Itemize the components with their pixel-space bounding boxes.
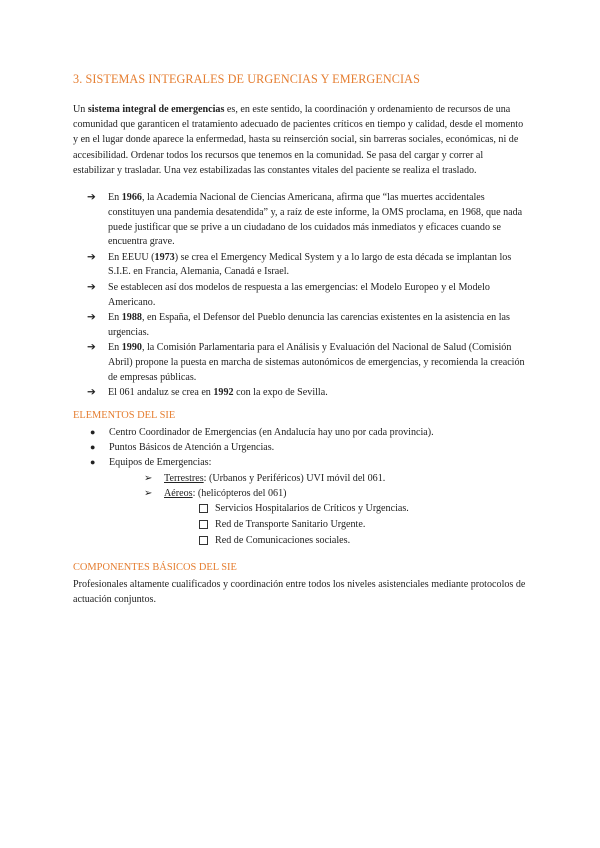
arrow-icon: ➔: [87, 281, 96, 293]
componentes-paragraph: Profesionales altamente cualificados y coordinación entre todos los niveles asistenciales mediante protocolos de actuación conjuntos.: [73, 579, 526, 606]
equipos-item: ➢ Aéreos: (helicópteros del 061) Servicios Hospitalarios de Críticos y Urgencias. Red de Transporte Sanitario Urgente. Red de Comunicaciones sociales.: [144, 486, 528, 549]
list-item: ● Centro Coordinador de Emergencias (en Andalucía hay uno por cada provincia).: [73, 425, 528, 440]
bullet-icon: ●: [90, 442, 96, 453]
arrow-icon: ➔: [87, 311, 96, 323]
checklist-item: Red de Transporte Sanitario Urgente.: [199, 517, 528, 533]
checkbox-list: [164, 501, 528, 549]
bullet-icon: ●: [90, 427, 96, 437]
timeline-item: ➔ En 1990, la Comisión Parlamentaria para el Análisis y Evaluación del Nacional de Salud (Comisión Abril) propone la puesta en marcha de sistemas autonómicos de emergencias, y recomienda la creación de empresas públicas.: [87, 341, 525, 383]
list-item: ● Equipos de Emergencias: ➢ Terrestres: (Urbanos y Periféricos) UVI móvil del 061. ➢ Aéreos: (helicópteros del 061) Servicios Hospitalarios de Críticos y Urgencias. Red de Transporte Sanitario Urgente. Red de Comunicaciones sociales.: [73, 455, 528, 549]
checklist-item: Red de Comunicaciones sociales.: [199, 533, 528, 549]
intro-term: sistema integral de emergencias: [87, 104, 225, 115]
bullet-icon: ●: [90, 457, 96, 468]
intro-body: es, en este sentido, la coordinación y ordenamiento de recursos de una comunidad que garanticen el tratamiento adecuado de pacientes críticos en tiempo y calidad, desde el momento y en el lugar donde aparece la enfermedad, hasta su reinserción social, sin barreras sociales, económicas, ni de accesibilidad. Ordenar todos los recursos que tenemos en la comunidad. Se pasa del cargar y correr al estabilizar y trasladar. Una vez estabilizadas las constantes vitales del paciente se realiza el traslado.: [73, 104, 524, 176]
arrow-icon: ➔: [87, 341, 96, 353]
timeline-list: [73, 191, 528, 401]
componentes-heading: COMPONENTES BÁSICOS DEL SIE: [73, 562, 237, 573]
checkbox-icon[interactable]: [199, 504, 208, 513]
timeline-item: ➔ En 1966, la Academia Nacional de Ciencias Americana, afirma que “las muertes accidentales constituyen una pandemia desatendida” y, a raíz de este informe, la OMS proclama, en 1968, que nada puede justificar que se prive a un ciudadano de los cuidados más inmediatos y eficaces cuando se encuentra grave.: [87, 192, 523, 248]
timeline-item: ➔ Se establecen así dos modelos de respuesta a las emergencias: el Modelo Europeo y el Modelo Americano.: [87, 281, 490, 308]
elementos-heading: ELEMENTOS DEL SIE: [73, 410, 176, 421]
equipos-list: [109, 471, 528, 549]
intro-paragraph: [73, 102, 525, 178]
section-title: 3. SISTEMAS INTEGRALES DE URGENCIAS Y EMERGENCIAS: [73, 72, 420, 86]
arrowhead-icon: ➢: [144, 472, 153, 484]
timeline-item: ➔ En 1988, en España, el Defensor del Pueblo denuncia las carencias existentes en la asistencia en las urgencias.: [87, 311, 510, 338]
arrowhead-icon: ➢: [144, 487, 153, 499]
intro-lead: Un: [73, 104, 88, 115]
arrow-icon: ➔: [87, 192, 96, 203]
checklist-item: Servicios Hospitalarios de Críticos y Urgencias.: [199, 501, 528, 517]
list-item: ● Puntos Básicos de Atención a Urgencias.: [73, 440, 528, 455]
timeline-item: ➔ El 061 andaluz se crea en 1992 con la expo de Sevilla.: [73, 386, 528, 401]
elementos-list: [73, 425, 528, 549]
checkbox-icon[interactable]: [199, 520, 208, 529]
arrow-icon: ➔: [87, 386, 96, 398]
timeline-item: ➔ En EEUU (1973) se crea el Emergency Medical System y a lo largo de esta década se implantan los S.I.E. en Francia, Alemania, Canadá e Israel.: [87, 251, 512, 278]
arrow-icon: ➔: [87, 251, 96, 263]
checkbox-icon[interactable]: [199, 536, 208, 545]
equipos-item: ➢ Terrestres: (Urbanos y Periféricos) UVI móvil del 061.: [144, 471, 528, 486]
